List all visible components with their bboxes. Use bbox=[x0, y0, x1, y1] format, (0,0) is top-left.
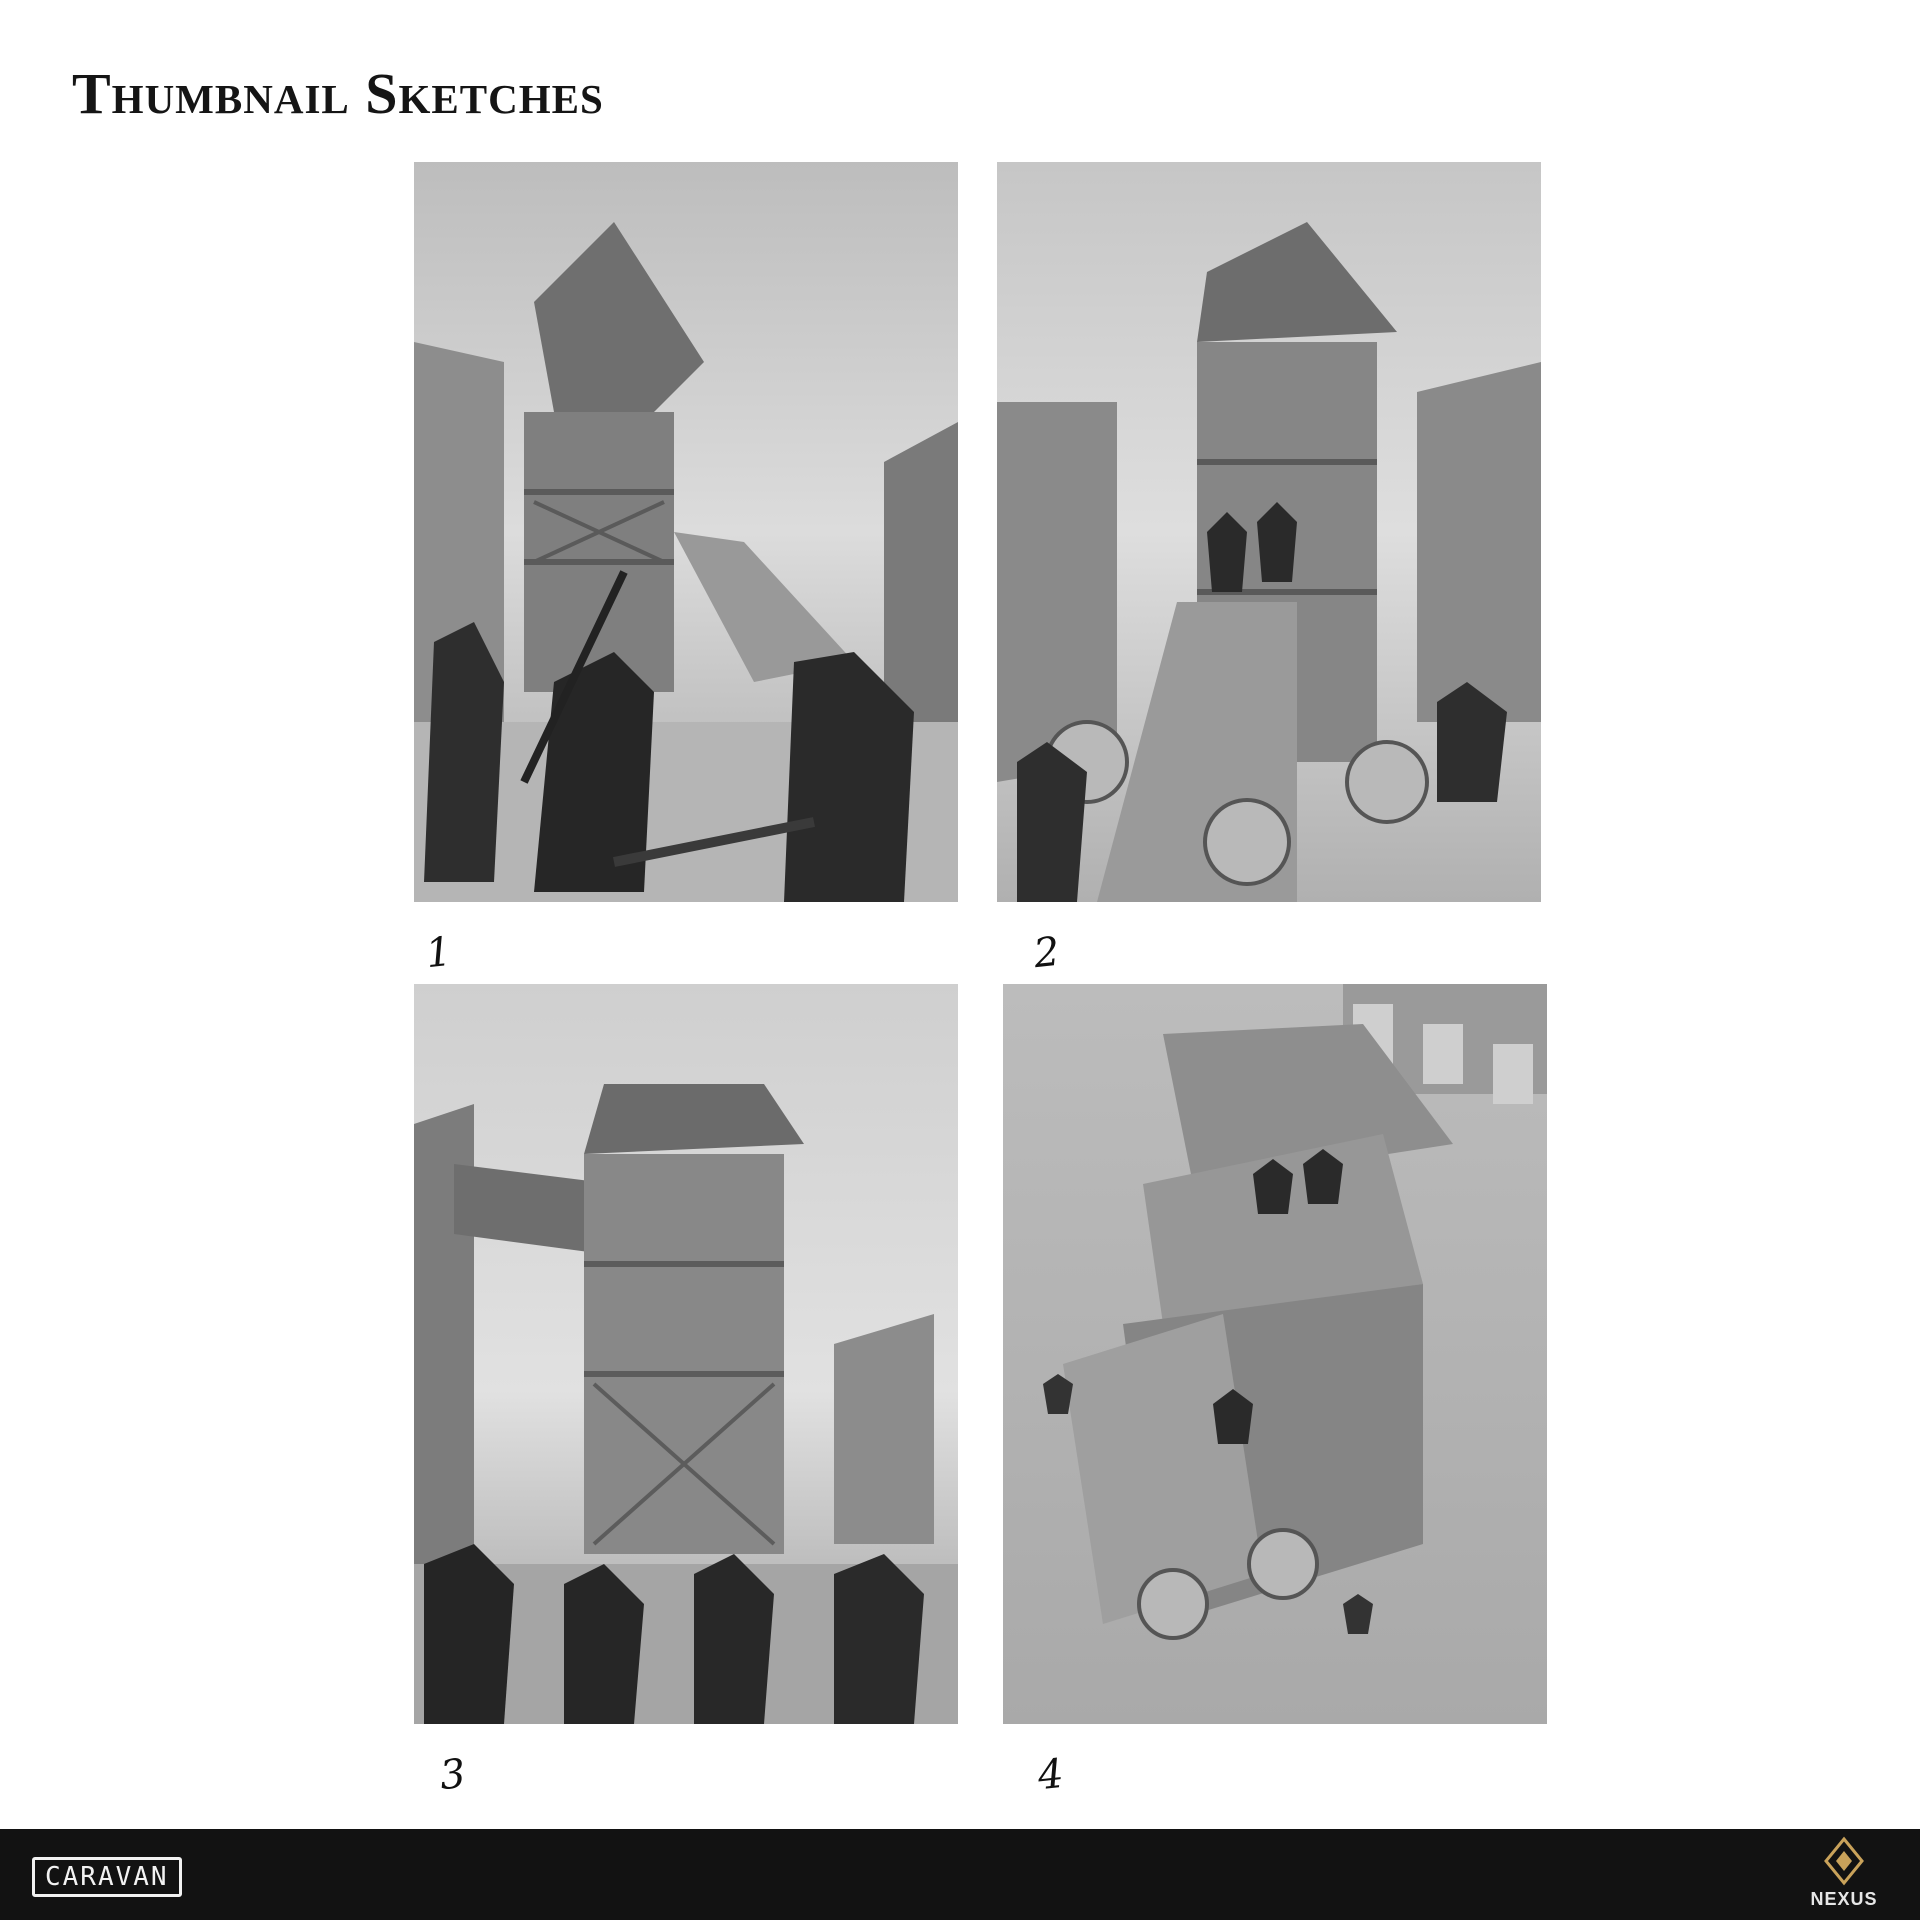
nexus-diamond-icon bbox=[1802, 1835, 1886, 1889]
page-title: Thumbnail Sketches bbox=[72, 61, 604, 126]
panel-number-1: 1 bbox=[423, 928, 454, 978]
caravan-logo: CARAVAN bbox=[32, 1857, 182, 1897]
panel-number-3: 3 bbox=[437, 1750, 468, 1800]
footer-bar bbox=[0, 1829, 1920, 1920]
thumbnail-sketch-2 bbox=[997, 162, 1541, 902]
thumbnail-sketch-4 bbox=[1003, 984, 1547, 1724]
thumbnail-sketch-1 bbox=[414, 162, 958, 902]
nexus-logo bbox=[1802, 1835, 1886, 1919]
nexus-label: NEXUS bbox=[1810, 1889, 1878, 1909]
panel-number-2: 2 bbox=[1031, 928, 1062, 978]
thumbnail-sketch-3 bbox=[414, 984, 958, 1724]
panel-number-4: 4 bbox=[1035, 1750, 1066, 1800]
